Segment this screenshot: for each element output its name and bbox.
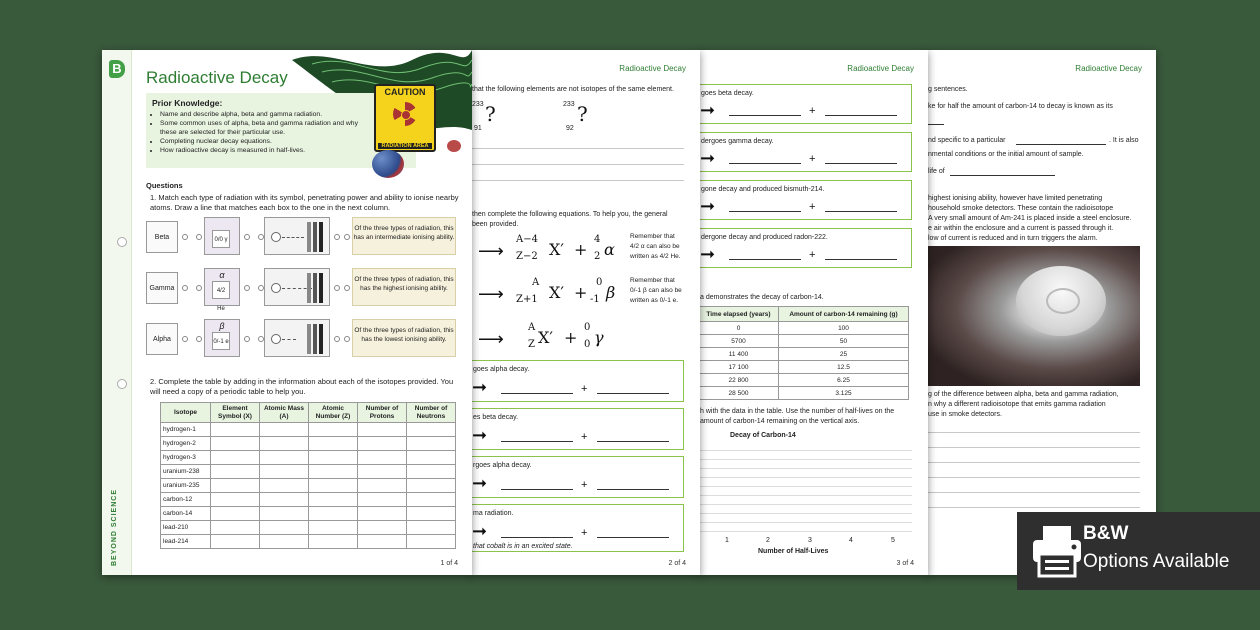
graph-grid bbox=[700, 442, 912, 532]
text-line: nmental conditions or the initial amount of sample. bbox=[928, 151, 1084, 158]
binder-hole bbox=[117, 379, 127, 389]
radiation-label: Gamma bbox=[146, 272, 178, 304]
table-row: uranium-235 bbox=[161, 479, 456, 493]
table-row: lead-214 bbox=[161, 535, 456, 549]
arrow-icon: ⟶ bbox=[478, 329, 504, 349]
table-row: uranium-238 bbox=[161, 465, 456, 479]
tick-label: 4 bbox=[849, 537, 853, 544]
text-line: life of bbox=[928, 168, 945, 175]
penetration-diagram bbox=[264, 268, 330, 306]
radiation-label: Beta bbox=[146, 221, 178, 253]
symbol-box: β 0/-1 e bbox=[204, 319, 240, 357]
arrow-icon: ⟶ bbox=[478, 284, 504, 304]
text-line: household smoke detectors. These contain the radioisotope bbox=[928, 205, 1114, 212]
table-row: carbon-14 bbox=[161, 507, 456, 521]
page-number: 3 of 4 bbox=[896, 560, 914, 567]
worksheet-page-3 bbox=[698, 50, 928, 575]
ionising-description: Of the three types of radiation, this has an intermediate ionising ability. bbox=[352, 217, 456, 255]
graph-title: Decay of Carbon-14 bbox=[730, 432, 796, 439]
particle-icon bbox=[447, 140, 461, 152]
table-row: hydrogen-1 bbox=[161, 423, 456, 437]
x-axis-label: Number of Half-Lives bbox=[758, 548, 829, 555]
printer-icon bbox=[1031, 524, 1083, 578]
task-box: rgoes alpha decay. ➞ + bbox=[470, 456, 684, 498]
page-header: Radioactive Decay bbox=[847, 64, 914, 73]
question-2: 2. Complete the table by adding in the information about each of the isotopes provided. You will need a copy of a periodic table to help you. bbox=[150, 377, 454, 396]
sidebar bbox=[102, 50, 132, 575]
text-line: a demonstrates the decay of carbon-14. bbox=[700, 294, 824, 301]
binder-hole bbox=[117, 237, 127, 247]
page-header: Radioactive Decay bbox=[1075, 64, 1142, 73]
table-row: carbon-12 bbox=[161, 493, 456, 507]
penetration-diagram bbox=[264, 319, 330, 357]
task-box: goes alpha decay. ➞ + bbox=[470, 360, 684, 402]
text-line: ke for half the amount of carbon-14 to decay is known as its bbox=[928, 103, 1113, 110]
text-line: then complete the following equations. To help you, the general bbox=[472, 211, 668, 218]
task-box: dergoes gamma decay. ➞ + bbox=[698, 132, 912, 172]
badge-title: B&W bbox=[1083, 523, 1129, 544]
task-box: goes beta decay. ➞ + bbox=[698, 84, 912, 124]
page-number: 1 of 4 bbox=[440, 560, 458, 567]
tick-label: 2 bbox=[766, 537, 770, 544]
task-box: es beta decay. ➞ + bbox=[470, 408, 684, 450]
worksheet-page-1 bbox=[102, 50, 472, 575]
caution-sign: CAUTION RADIATION AREA bbox=[374, 84, 436, 152]
task-box: ma radiation. ➞ + that cobalt is in an excited state. bbox=[470, 504, 684, 552]
worksheet-page-4 bbox=[926, 50, 1156, 575]
text-line: e air within the enclosure and a current is passed through it. bbox=[928, 225, 1114, 232]
nucleus-icon bbox=[372, 150, 404, 178]
question-1: 1. Match each type of radiation with its symbol, penetrating power and ability to ionise nearby atoms. Draw a line that matches each box to the one in the next column. bbox=[150, 193, 459, 212]
isotope-table: Isotope Element Symbol (X) Atomic Mass (A) Atomic Number (Z) Number of Protons Number of Neutrons hydrogen-1 hydrogen-2 hydrogen-3 uranium-238 uranium-235 carbon-12 carbon-14 lead-210 lead-214 bbox=[160, 402, 456, 549]
radiation-label: Alpha bbox=[146, 323, 178, 355]
radiation-icon bbox=[393, 102, 417, 126]
page-title: Radioactive Decay bbox=[146, 68, 288, 87]
text-line: amount of carbon-14 remaining on the vertical axis. bbox=[700, 418, 860, 425]
ionising-description: Of the three types of radiation, this has the lowest ionising ability. bbox=[352, 319, 456, 357]
badge-subtitle: Options Available bbox=[1083, 551, 1230, 572]
carbon-table: Time elapsed (years) Amount of carbon-14 remaining (g) 0 100 5700 50 11 400 25 17 100 12.5 22 800 6.25 28 500 3.125 bbox=[698, 306, 909, 400]
symbol-box: α 4/2 He bbox=[204, 268, 240, 306]
text-line: use in smoke detectors. bbox=[928, 411, 1002, 418]
brand-label: BEYOND SCIENCE bbox=[111, 488, 118, 566]
task-box: gone decay and produced bismuth-214. ➞ + bbox=[698, 180, 912, 220]
text-line: that the following elements are not isotopes of the same element. bbox=[472, 86, 674, 93]
page-number: 2 of 4 bbox=[668, 560, 686, 567]
penetration-diagram bbox=[264, 217, 330, 255]
bw-options-badge[interactable] bbox=[1017, 512, 1260, 590]
tick-label: 1 bbox=[725, 537, 729, 544]
text-line: highest ionising ability, however have limited penetrating bbox=[928, 195, 1103, 202]
smoke-detector-photo bbox=[928, 246, 1140, 386]
text-line: A very small amount of Am-241 is placed inside a steel enclosure. bbox=[928, 215, 1132, 222]
task-box: dergone decay and produced radon-222. ➞ + bbox=[698, 228, 912, 268]
questions-heading: Questions bbox=[146, 181, 183, 190]
text-line: . It is also bbox=[1109, 137, 1139, 144]
page-header: Radioactive Decay bbox=[619, 64, 686, 73]
table-row: hydrogen-2 bbox=[161, 437, 456, 451]
text-line: low of current is reduced and in turn triggers the alarm. bbox=[928, 235, 1098, 242]
arrow-icon: ⟶ bbox=[478, 241, 504, 261]
tick-label: 3 bbox=[808, 537, 812, 544]
table-row: hydrogen-3 bbox=[161, 451, 456, 465]
worksheet-page-2: Radioactive Decay that the following elements are not isotopes of the same element. 233 ? 91 233 ? 92 then complete the following equations. To help you, the general been provided. ⟶ A−4 Z−2 X′ + 4 2 α Remember that 4/2 α can also be written as 4/2 He. ⟶ A Z+1 X′ + 0 -1 β Remember that 0/-1 β can also be written as 0/-1 e. ⟶ A Z X′ + 0 0 γ goes alpha decay. ➞ + es beta decay. ➞ + rgoes alpha decay. ➞ + ma radiation. ➞ + that cobalt is in an excited state. 2 of 4 bbox=[470, 50, 700, 575]
text-line: h with the data in the table. Use the number of half-lives on the bbox=[700, 408, 895, 415]
prior-knowledge-box: Prior Knowledge: • Name and describe alpha, beta and gamma radiation. • Some common uses of alpha, beta and gamma radiation and why these are selected for their particular use. • Completing nuclear decay equations. • How radioactive decay is measured in half-lives. bbox=[146, 93, 416, 168]
ionising-description: Of the three types of radiation, this has the highest ionising ability. bbox=[352, 268, 456, 306]
text-line: been provided. bbox=[472, 221, 519, 228]
text-line: g of the difference between alpha, beta and gamma radiation, bbox=[928, 391, 1119, 398]
symbol-box: 0/0 γ bbox=[204, 217, 240, 255]
table-row: lead-210 bbox=[161, 521, 456, 535]
text-line: nd specific to a particular bbox=[928, 137, 1006, 144]
tick-label: 5 bbox=[891, 537, 895, 544]
text-line: n why a different radioisotope that emits gamma radiation bbox=[928, 401, 1106, 408]
text-line: g sentences. bbox=[928, 86, 968, 93]
beyond-logo: B bbox=[109, 60, 125, 78]
